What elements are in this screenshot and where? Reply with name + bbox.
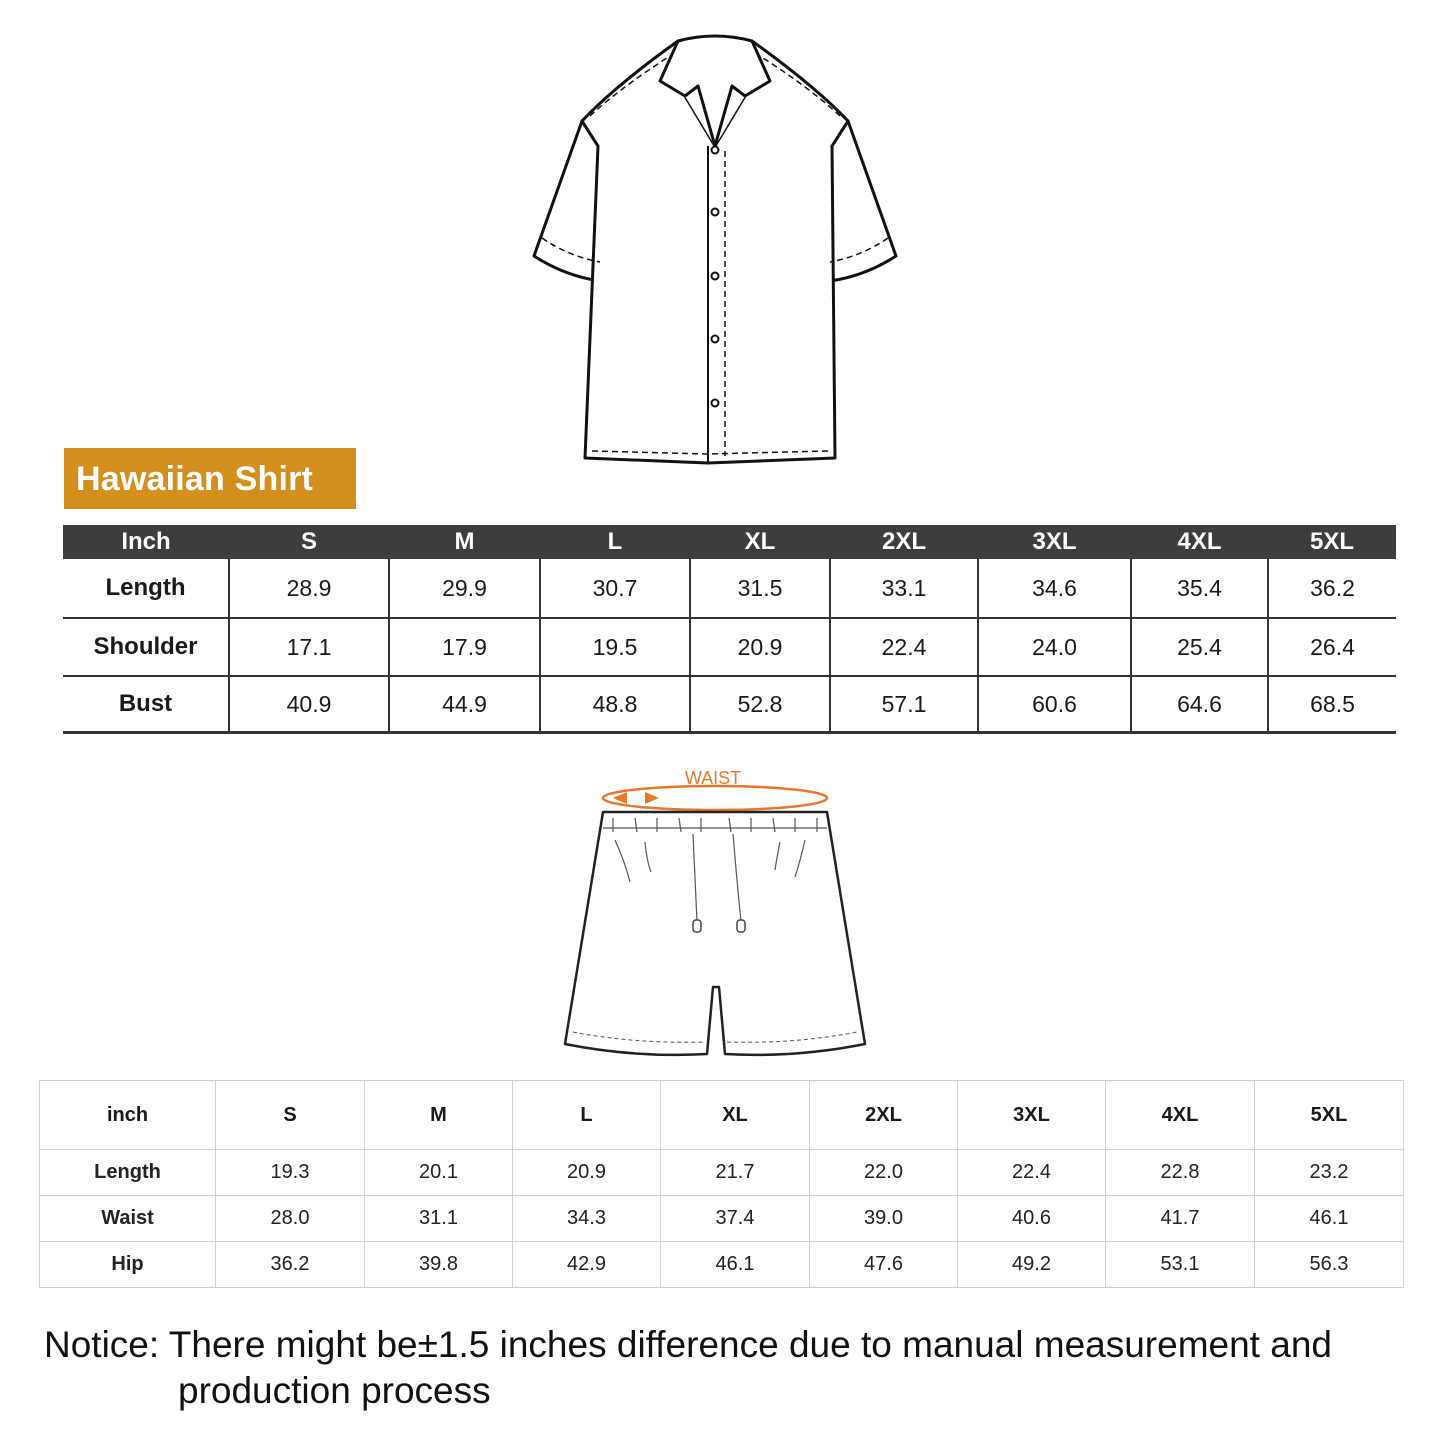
table-cell: 56.3 [1255,1242,1404,1288]
table-cell: 36.2 [1268,559,1396,618]
header-cell: S [229,525,389,559]
header-cell: S [216,1081,365,1150]
table-cell: 34.3 [513,1196,661,1242]
header-cell: 5XL [1255,1081,1404,1150]
table-cell: 42.9 [513,1242,661,1288]
table-row [63,618,1396,676]
header-cell: 3XL [958,1081,1106,1150]
row-label: Shoulder [63,618,229,676]
table-cell: 20.9 [690,618,830,676]
notice-line-2: production process [178,1370,491,1411]
table-cell: 47.6 [810,1242,958,1288]
header-cell: 4XL [1106,1081,1255,1150]
table-cell: 44.9 [389,676,540,733]
hawaiian-shirt-illustration [520,26,910,471]
table-cell: 31.5 [690,559,830,618]
header-cell: L [513,1081,661,1150]
table-row [40,1150,1404,1196]
notice-line-1: Notice: There might be±1.5 inches difference due to manual measurement and [44,1324,1332,1365]
shorts-header-row [40,1081,1404,1150]
table-cell: 28.9 [229,559,389,618]
table-cell: 60.6 [978,676,1131,733]
table-cell: 23.2 [1255,1150,1404,1196]
header-cell: Inch [63,525,229,559]
table-cell: 22.0 [810,1150,958,1196]
table-cell: 21.7 [661,1150,810,1196]
table-cell: 33.1 [830,559,978,618]
table-cell: 35.4 [1131,559,1268,618]
header-cell: 2XL [810,1081,958,1150]
table-cell: 22.4 [830,618,978,676]
shirt-header-row [63,525,1396,559]
table-row [63,676,1396,733]
table-cell: 28.0 [216,1196,365,1242]
table-cell: 53.1 [1106,1242,1255,1288]
table-cell: 26.4 [1268,618,1396,676]
table-cell: 39.0 [810,1196,958,1242]
shirt-title-badge [64,448,356,509]
table-cell: 52.8 [690,676,830,733]
table-cell: 22.8 [1106,1150,1255,1196]
header-cell: L [540,525,690,559]
table-cell: 68.5 [1268,676,1396,733]
row-label: Length [63,559,229,618]
header-cell: M [389,525,540,559]
table-cell: 31.1 [365,1196,513,1242]
table-cell: 40.9 [229,676,389,733]
row-label: Hip [40,1242,216,1288]
table-cell: 20.9 [513,1150,661,1196]
table-cell: 19.5 [540,618,690,676]
arrow-icon [645,792,659,804]
table-cell: 25.4 [1131,618,1268,676]
shorts-size-table [39,1080,1404,1288]
notice-text [44,1322,1424,1414]
table-cell: 17.9 [389,618,540,676]
header-cell: 2XL [830,525,978,559]
waist-label: WAIST [684,768,742,788]
table-cell: 19.3 [216,1150,365,1196]
table-cell: 39.8 [365,1242,513,1288]
table-cell: 22.4 [958,1150,1106,1196]
header-cell: 5XL [1268,525,1396,559]
table-cell: 48.8 [540,676,690,733]
table-cell: 41.7 [1106,1196,1255,1242]
header-cell: XL [661,1081,810,1150]
table-cell: 37.4 [661,1196,810,1242]
table-cell: 34.6 [978,559,1131,618]
header-cell: XL [690,525,830,559]
table-cell: 46.1 [1255,1196,1404,1242]
header-cell: inch [40,1081,216,1150]
shirt-title: Hawaiian Shirt [76,460,314,498]
table-cell: 20.1 [365,1150,513,1196]
table-row [40,1242,1404,1288]
table-row [63,559,1396,618]
header-cell: 4XL [1131,525,1268,559]
shorts-illustration [555,762,875,1067]
row-label: Bust [63,676,229,733]
header-cell: M [365,1081,513,1150]
header-cell: 3XL [978,525,1131,559]
table-cell: 64.6 [1131,676,1268,733]
table-cell: 46.1 [661,1242,810,1288]
row-label: Length [40,1150,216,1196]
table-cell: 40.6 [958,1196,1106,1242]
table-cell: 24.0 [978,618,1131,676]
table-cell: 57.1 [830,676,978,733]
table-cell: 30.7 [540,559,690,618]
shirt-size-table [63,525,1396,734]
row-label: Waist [40,1196,216,1242]
table-cell: 36.2 [216,1242,365,1288]
table-cell: 17.1 [229,618,389,676]
table-cell: 49.2 [958,1242,1106,1288]
table-row [40,1196,1404,1242]
table-cell: 29.9 [389,559,540,618]
